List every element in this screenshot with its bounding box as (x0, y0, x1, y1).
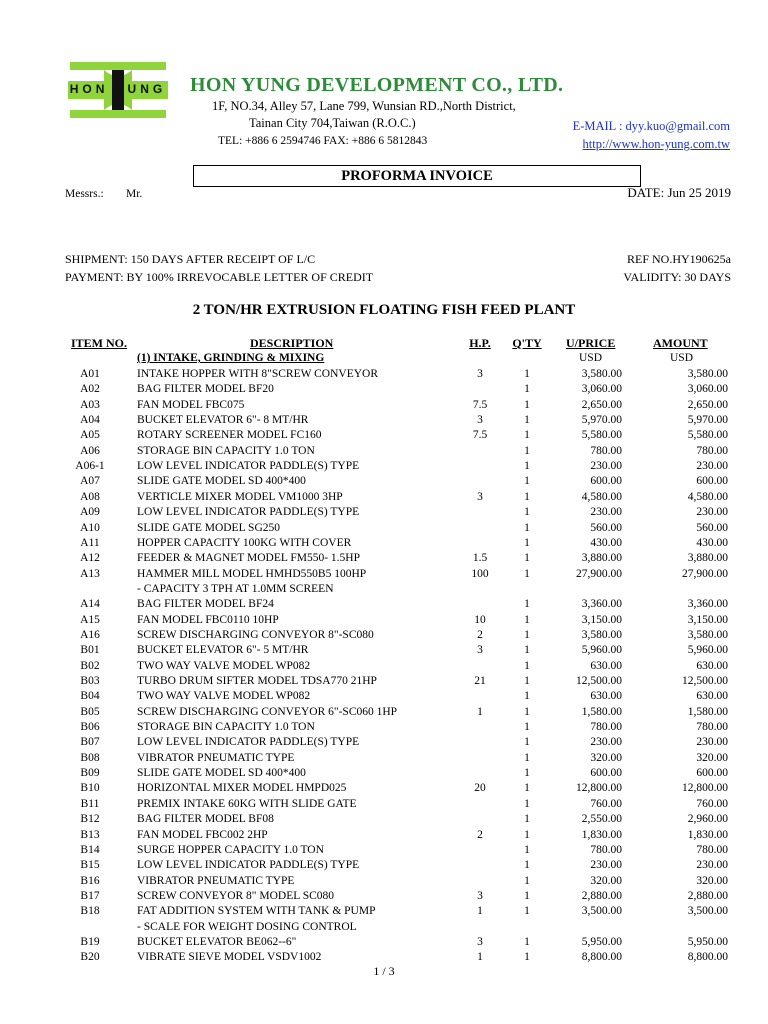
cell-item-no: A01 (80, 368, 100, 380)
cell-item-no: B07 (80, 736, 100, 749)
cell-quantity: 1 (524, 889, 530, 902)
cell-item-no: A07 (80, 475, 100, 488)
cell-description: VIBRATE SIEVE MODEL VSDV1002 (137, 951, 322, 964)
cell-item-no: B17 (80, 889, 100, 902)
cell-unit-price: 230.00 (590, 859, 622, 872)
cell-amount: 12,500.00 (682, 675, 728, 687)
cell-unit-price: 600.00 (590, 767, 622, 780)
table-row (0, 689, 768, 704)
cell-hp: 3 (477, 644, 483, 657)
cell-quantity: 1 (524, 843, 530, 856)
cell-description: ROTARY SCREENER MODEL FC160 (137, 429, 322, 442)
header-hp: H.P. (469, 336, 491, 350)
table-header (0, 336, 768, 351)
cell-amount: 3,060.00 (687, 383, 728, 396)
cell-amount: 3,500.00 (687, 905, 728, 918)
table-row (0, 367, 768, 382)
cell-amount: 230.00 (696, 859, 728, 872)
cell-quantity: 1 (524, 598, 530, 611)
cell-quantity: 1 (524, 905, 530, 918)
cell-item-no: A05 (80, 429, 100, 442)
page-number: 1 / 3 (373, 964, 395, 978)
cell-unit-price: 430.00 (590, 536, 622, 549)
reference-number: REF NO.HY190625a (627, 252, 731, 266)
cell-hp: 1 (477, 905, 483, 918)
cell-item-no: A13 (80, 567, 100, 580)
cell-amount: 2,880.00 (687, 889, 728, 902)
cell-quantity: 1 (524, 675, 530, 687)
cell-unit-price: 8,800.00 (581, 951, 622, 964)
cell-hp: 3 (477, 889, 483, 902)
cell-item-no: A06-1 (75, 460, 105, 473)
cell-unit-price: 780.00 (590, 843, 622, 856)
invoice-date: DATE: Jun 25 2019 (627, 185, 731, 200)
cell-quantity: 1 (524, 935, 530, 948)
cell-amount: 2,960.00 (687, 813, 728, 826)
cell-amount: 320.00 (696, 751, 728, 764)
table-row (0, 705, 768, 720)
cell-amount: 230.00 (696, 460, 728, 473)
cell-description: LOW LEVEL INDICATOR PADDLE(S) TYPE (137, 506, 360, 519)
cell-description: SCREW DISCHARGING CONVEYOR 6"-SC060 1HP (137, 705, 398, 718)
cell-amount: 320.00 (696, 874, 728, 887)
table-row (0, 413, 768, 428)
cell-description: VIBRATOR PNEUMATIC TYPE (137, 874, 295, 887)
table-row (0, 735, 768, 750)
cell-description: TWO WAY VALVE MODEL WP082 (137, 690, 311, 703)
cell-item-no: B11 (80, 797, 100, 810)
cell-quantity: 1 (524, 613, 530, 626)
cell-unit-price: 320.00 (590, 874, 622, 887)
price-currency: USD (579, 352, 603, 364)
cell-description: FAT ADDITION SYSTEM WITH TANK & PUMP (137, 905, 376, 918)
cell-item-no: B05 (80, 705, 100, 718)
cell-amount: 230.00 (696, 506, 728, 519)
cell-quantity: 1 (524, 444, 530, 457)
table-row (0, 428, 768, 443)
table-row (0, 904, 768, 919)
cell-amount: 3,880.00 (687, 552, 728, 565)
table-row (0, 858, 768, 873)
cell-item-no: B03 (80, 675, 100, 687)
table-row (0, 521, 768, 536)
table-row (0, 474, 768, 489)
table-row (0, 643, 768, 658)
cell-item-no: B02 (80, 659, 100, 672)
cell-amount: 3,580.00 (687, 628, 728, 641)
cell-item-no: A03 (80, 398, 100, 411)
table-row (0, 551, 768, 566)
table-row (0, 444, 768, 459)
cell-hp: 100 (471, 567, 489, 580)
cell-item-no: A10 (80, 521, 100, 534)
cell-quantity: 1 (524, 536, 530, 549)
cell-amount: 3,580.00 (687, 368, 728, 380)
cell-quantity: 1 (524, 521, 530, 534)
cell-quantity: 1 (524, 721, 530, 734)
cell-amount: 780.00 (696, 444, 728, 457)
cell-item-no: A04 (80, 414, 100, 427)
website-link[interactable]: http://www.hon-yung.com.tw (582, 137, 730, 151)
company-logo (68, 60, 168, 120)
cell-unit-price: 600.00 (590, 475, 622, 488)
table-row (0, 398, 768, 413)
cell-hp: 3 (477, 935, 483, 948)
cell-description: BUCKET ELEVATOR 6"- 5 MT/HR (137, 644, 309, 657)
cell-description: LOW LEVEL INDICATOR PADDLE(S) TYPE (137, 736, 360, 749)
address-line-2: Tainan City 704,Taiwan (R.O.C.) (249, 116, 416, 130)
cell-hp: 7.5 (472, 398, 488, 411)
cell-amount: 5,950.00 (687, 935, 728, 948)
cell-quantity: 1 (524, 398, 530, 411)
messrs-label: Messrs.: (65, 188, 104, 200)
plant-title: 2 TON/HR EXTRUSION FLOATING FISH FEED PLANT (192, 302, 576, 318)
table-row (0, 935, 768, 950)
cell-item-no: B18 (80, 905, 100, 918)
messrs-value: Mr. (126, 188, 143, 200)
cell-hp: 2 (477, 628, 483, 641)
cell-description: VERTICLE MIXER MODEL VM1000 3HP (137, 490, 343, 503)
cell-quantity: 1 (524, 828, 530, 841)
cell-description: HOPPER CAPACITY 100KG WITH COVER (137, 536, 352, 549)
cell-quantity: 1 (524, 628, 530, 641)
header-qty: Q'TY (512, 336, 542, 350)
cell-item-no: B06 (80, 721, 100, 734)
cell-hp: 1 (477, 705, 483, 718)
cell-quantity: 1 (524, 552, 530, 565)
header-amount: AMOUNT (653, 336, 708, 350)
cell-hp: 3 (477, 414, 483, 427)
cell-hp: 20 (474, 782, 486, 795)
cell-unit-price: 27,900.00 (576, 567, 622, 580)
cell-quantity: 1 (524, 690, 530, 703)
cell-item-no: A11 (80, 536, 100, 549)
table-row (0, 567, 768, 582)
cell-description: LOW LEVEL INDICATOR PADDLE(S) TYPE (137, 859, 360, 872)
cell-hp: 1 (477, 951, 483, 964)
cell-amount: 3,150.00 (687, 613, 728, 626)
cell-quantity: 1 (524, 859, 530, 872)
cell-description: TWO WAY VALVE MODEL WP082 (137, 659, 311, 672)
cell-unit-price: 4,580.00 (581, 490, 622, 503)
table-row (0, 505, 768, 520)
cell-unit-price: 3,500.00 (581, 905, 622, 918)
cell-quantity: 1 (524, 782, 530, 795)
cell-unit-price: 12,800.00 (576, 782, 622, 795)
cell-item-no: B19 (80, 935, 100, 948)
table-row (0, 613, 768, 628)
payment-terms: PAYMENT: BY 100% IRREVOCABLE LETTER OF CREDIT (65, 270, 374, 284)
cell-amount: 8,800.00 (687, 951, 728, 964)
table-row (0, 766, 768, 781)
cell-unit-price: 320.00 (590, 751, 622, 764)
cell-hp: 1.5 (472, 552, 488, 565)
table-row (0, 781, 768, 796)
cell-amount: 630.00 (696, 659, 728, 672)
cell-description: SLIDE GATE MODEL SD 400*400 (137, 475, 306, 488)
cell-quantity: 1 (524, 506, 530, 519)
cell-description: FAN MODEL FBC0110 10HP (137, 613, 279, 626)
cell-quantity: 1 (524, 567, 530, 580)
section-row (0, 351, 768, 366)
cell-unit-price: 5,970.00 (581, 414, 622, 427)
cell-quantity: 1 (524, 659, 530, 672)
cell-unit-price: 2,880.00 (581, 889, 622, 902)
cell-description: SCREW CONVEYOR 8" MODEL SC080 (137, 889, 335, 902)
table-row (0, 459, 768, 474)
cell-unit-price: 560.00 (590, 521, 622, 534)
cell-description: FAN MODEL FBC002 2HP (137, 828, 268, 841)
table-row (0, 874, 768, 889)
cell-description: SLIDE GATE MODEL SG250 (137, 521, 280, 534)
header-description: DESCRIPTION (250, 336, 334, 350)
shipment-terms: SHIPMENT: 150 DAYS AFTER RECEIPT OF L/C (65, 252, 316, 266)
cell-quantity: 1 (524, 368, 530, 380)
cell-description: HORIZONTAL MIXER MODEL HMPD025 (137, 782, 347, 795)
cell-amount: 760.00 (696, 797, 728, 810)
cell-quantity: 1 (524, 414, 530, 427)
cell-description: FEEDER & MAGNET MODEL FM550- 1.5HP (137, 552, 360, 565)
cell-unit-price: 12,500.00 (576, 675, 622, 687)
company-name: HON YUNG DEVELOPMENT CO., LTD. (190, 74, 564, 96)
cell-hp: 2 (477, 828, 483, 841)
cell-item-no: B10 (80, 782, 100, 795)
cell-description: VIBRATOR PNEUMATIC TYPE (137, 751, 295, 764)
cell-unit-price: 230.00 (590, 736, 622, 749)
cell-unit-price: 5,960.00 (581, 644, 622, 657)
cell-item-no: B20 (80, 951, 100, 964)
cell-description: PREMIX INTAKE 60KG WITH SLIDE GATE (137, 797, 357, 810)
cell-hp: 21 (474, 675, 486, 687)
table-row (0, 382, 768, 397)
cell-item-no: A15 (80, 613, 100, 626)
header-unit-price: U/PRICE (566, 336, 616, 350)
cell-quantity: 1 (524, 813, 530, 826)
cell-item-no: B15 (80, 859, 100, 872)
table-row (0, 659, 768, 674)
amount-currency: USD (670, 352, 694, 364)
cell-hp: 7.5 (472, 429, 488, 442)
cell-amount: 4,580.00 (687, 490, 728, 503)
cell-item-no: A08 (80, 490, 100, 503)
cell-amount: 780.00 (696, 721, 728, 734)
cell-unit-price: 780.00 (590, 444, 622, 457)
cell-unit-price: 3,360.00 (581, 598, 622, 611)
cell-quantity: 1 (524, 475, 530, 488)
cell-unit-price: 1,580.00 (581, 705, 622, 718)
cell-description: BUCKET ELEVATOR BE062--6" (137, 935, 297, 948)
cell-quantity: 1 (524, 736, 530, 749)
cell-unit-price: 3,580.00 (581, 368, 622, 380)
table-row (0, 920, 768, 935)
cell-item-no: A02 (80, 383, 100, 396)
cell-unit-price: 3,150.00 (581, 613, 622, 626)
cell-unit-price: 780.00 (590, 721, 622, 734)
cell-item-no: A14 (80, 598, 100, 611)
cell-quantity: 1 (524, 460, 530, 473)
cell-unit-price: 2,650.00 (581, 398, 622, 411)
table-row (0, 889, 768, 904)
phone-fax: TEL: +886 6 2594746 FAX: +886 6 5812843 (218, 135, 428, 147)
cell-unit-price: 3,060.00 (581, 383, 622, 396)
cell-quantity: 1 (524, 797, 530, 810)
cell-unit-price: 230.00 (590, 460, 622, 473)
cell-amount: 1,830.00 (687, 828, 728, 841)
cell-quantity: 1 (524, 429, 530, 442)
cell-item-no: A09 (80, 506, 100, 519)
table-row (0, 597, 768, 612)
cell-item-no: B08 (80, 751, 100, 764)
cell-description: SLIDE GATE MODEL SD 400*400 (137, 767, 306, 780)
section-title: (1) INTAKE, GRINDING & MIXING (137, 352, 325, 364)
cell-unit-price: 630.00 (590, 690, 622, 703)
cell-item-no: B12 (80, 813, 100, 826)
address-line-1: 1F, NO.34, Alley 57, Lane 799, Wunsian RD.,North District, (212, 99, 516, 113)
cell-amount: 5,960.00 (687, 644, 728, 657)
cell-item-no: B09 (80, 767, 100, 780)
cell-item-no: B01 (80, 644, 100, 657)
cell-amount: 12,800.00 (682, 782, 728, 795)
cell-description: SCREW DISCHARGING CONVEYOR 8"-SC080 (137, 628, 374, 641)
table-row (0, 843, 768, 858)
cell-description: LOW LEVEL INDICATOR PADDLE(S) TYPE (137, 460, 360, 473)
cell-description: BAG FILTER MODEL BF20 (137, 383, 274, 396)
cell-unit-price: 5,580.00 (581, 429, 622, 442)
cell-amount: 630.00 (696, 690, 728, 703)
table-row (0, 720, 768, 735)
cell-unit-price: 2,550.00 (581, 813, 622, 826)
logo-text: HON YUNG (69, 82, 167, 96)
cell-description: SURGE HOPPER CAPACITY 1.0 TON (137, 843, 324, 856)
cell-item-no: A16 (80, 628, 100, 641)
table-row (0, 582, 768, 597)
cell-description: BAG FILTER MODEL BF24 (137, 598, 274, 611)
cell-amount: 600.00 (696, 475, 728, 488)
table-row (0, 751, 768, 766)
cell-quantity: 1 (524, 951, 530, 964)
cell-unit-price: 3,580.00 (581, 628, 622, 641)
cell-unit-price: 760.00 (590, 797, 622, 810)
cell-item-no: A12 (80, 552, 100, 565)
cell-amount: 3,360.00 (687, 598, 728, 611)
cell-description: BAG FILTER MODEL BF08 (137, 813, 274, 826)
cell-unit-price: 630.00 (590, 659, 622, 672)
cell-amount: 5,970.00 (687, 414, 728, 427)
table-row (0, 490, 768, 505)
cell-hp: 3 (477, 368, 483, 380)
cell-quantity: 1 (524, 705, 530, 718)
email-link[interactable]: E-MAIL : dyy.kuo@gmail.com (572, 119, 730, 133)
validity: VALIDITY: 30 DAYS (623, 270, 731, 284)
cell-description: INTAKE HOPPER WITH 8"SCREW CONVEYOR (137, 368, 379, 380)
table-row (0, 797, 768, 812)
cell-amount: 430.00 (696, 536, 728, 549)
table-row (0, 536, 768, 551)
cell-description: STORAGE BIN CAPACITY 1.0 TON (137, 721, 315, 734)
cell-amount: 1,580.00 (687, 705, 728, 718)
table-row (0, 628, 768, 643)
cell-amount: 230.00 (696, 736, 728, 749)
cell-quantity: 1 (524, 767, 530, 780)
cell-hp: 3 (477, 490, 483, 503)
cell-quantity: 1 (524, 383, 530, 396)
cell-amount: 600.00 (696, 767, 728, 780)
table-row (0, 812, 768, 827)
cell-quantity: 1 (524, 490, 530, 503)
cell-item-no: B14 (80, 843, 100, 856)
cell-quantity: 1 (524, 644, 530, 657)
cell-amount: 2,650.00 (687, 398, 728, 411)
cell-quantity: 1 (524, 751, 530, 764)
cell-description: - SCALE FOR WEIGHT DOSING CONTROL (137, 920, 357, 933)
cell-description: FAN MODEL FBC075 (137, 398, 245, 411)
cell-item-no: B04 (80, 690, 100, 703)
cell-item-no: B16 (80, 874, 100, 887)
cell-amount: 560.00 (696, 521, 728, 534)
cell-unit-price: 1,830.00 (581, 828, 622, 841)
cell-unit-price: 230.00 (590, 506, 622, 519)
cell-item-no: A06 (80, 444, 100, 457)
cell-description: BUCKET ELEVATOR 6"- 8 MT/HR (137, 414, 309, 427)
cell-unit-price: 5,950.00 (581, 935, 622, 948)
table-row (0, 674, 768, 689)
cell-amount: 5,580.00 (687, 429, 728, 442)
cell-description: STORAGE BIN CAPACITY 1.0 TON (137, 444, 315, 457)
table-row (0, 828, 768, 843)
cell-amount: 780.00 (696, 843, 728, 856)
cell-amount: 27,900.00 (682, 567, 728, 580)
invoice-title: PROFORMA INVOICE (193, 165, 641, 187)
cell-hp: 10 (474, 613, 486, 626)
cell-item-no: B13 (80, 828, 100, 841)
cell-description: - CAPACITY 3 TPH AT 1.0MM SCREEN (137, 582, 334, 595)
cell-description: TURBO DRUM SIFTER MODEL TDSA770 21HP (137, 675, 377, 687)
header-item-no: ITEM NO. (70, 336, 127, 350)
cell-description: HAMMER MILL MODEL HMHD550B5 100HP (137, 567, 367, 580)
cell-quantity: 1 (524, 874, 530, 887)
cell-unit-price: 3,880.00 (581, 552, 622, 565)
